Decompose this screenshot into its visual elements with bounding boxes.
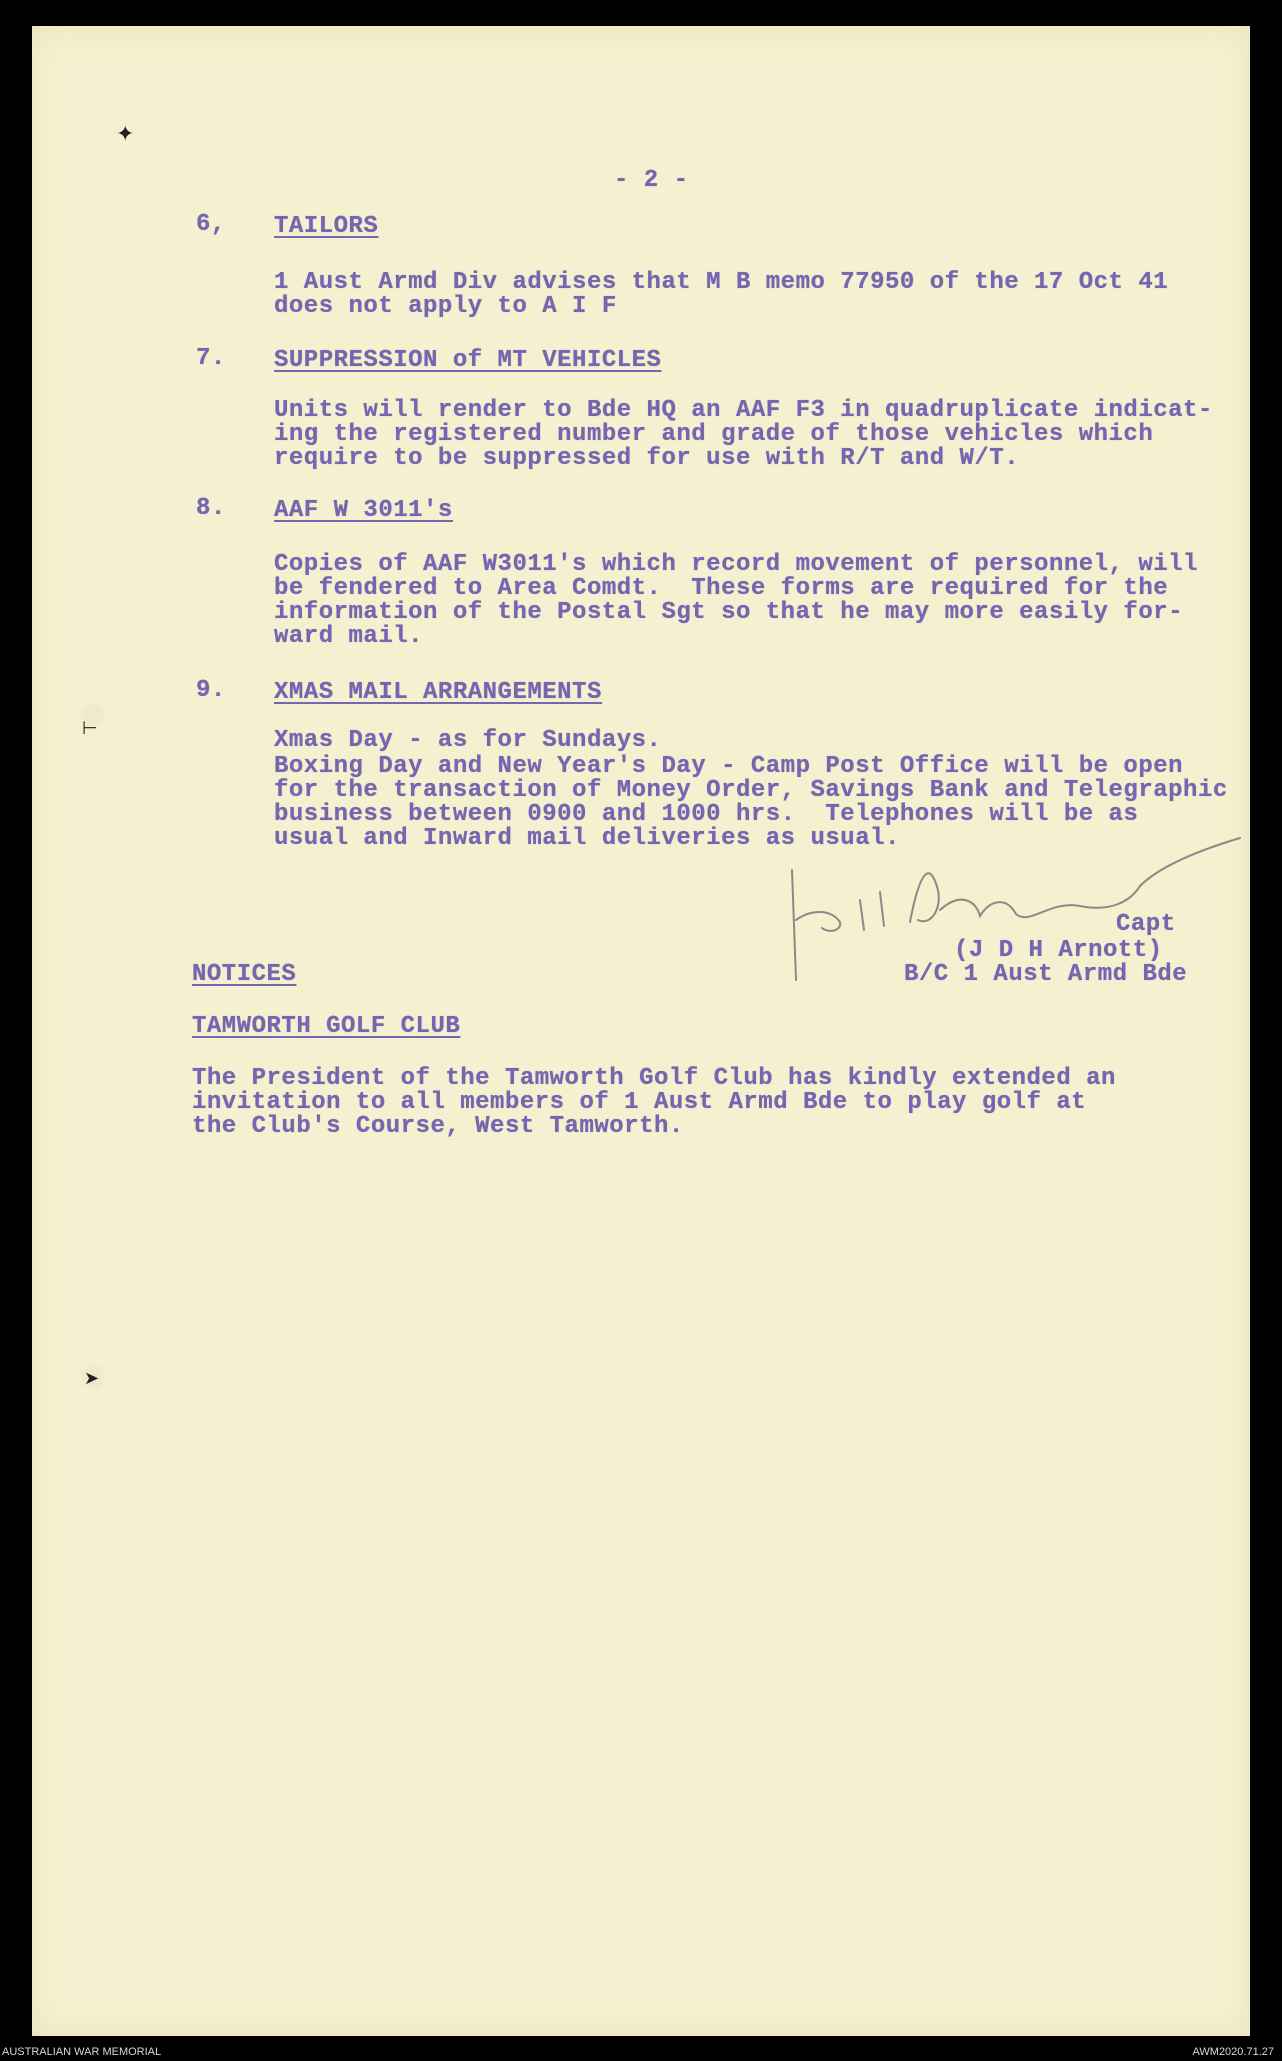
notice-line: The President of the Tamworth Golf Club has kindly extended an xyxy=(192,1065,1116,1092)
section-line: Copies of AAF W3011's which record movement of personnel, will xyxy=(274,551,1198,578)
pin-mark-icon: ✦ xyxy=(116,122,135,147)
notices-heading: NOTICES xyxy=(192,961,297,988)
signatory-position: B/C 1 Aust Armd Bde xyxy=(904,961,1188,988)
section-heading: SUPPRESSION of MT VEHICLES xyxy=(274,347,662,374)
section-line: ward mail. xyxy=(274,623,424,650)
notice-line: invitation to all members of 1 Aust Armd Bde to play golf at xyxy=(192,1089,1087,1116)
section-line: business between 0900 and 1000 hrs. Telephones will be as xyxy=(274,801,1139,828)
pin-mark-icon: ➤ xyxy=(84,1368,100,1389)
section-line: for the transaction of Money Order, Savings Bank and Telegraphic xyxy=(274,777,1228,804)
section-number: 8. xyxy=(196,495,226,522)
section-line: usual and Inward mail deliveries as usual. xyxy=(274,825,900,852)
section-heading: XMAS MAIL ARRANGEMENTS xyxy=(274,679,602,706)
signatory-name: (J D H Arnott) xyxy=(954,937,1163,964)
pin-mark-icon: ⊢ xyxy=(82,718,98,739)
page-number: - 2 - xyxy=(614,167,689,194)
section-number: 9. xyxy=(196,677,226,704)
section-line: Units will render to Bde HQ an AAF F3 in quadruplicate indicat- xyxy=(274,397,1213,424)
section-heading: TAILORS xyxy=(274,213,379,240)
section-line: be fendered to Area Comdt. These forms are required for the xyxy=(274,575,1169,602)
notice-line: the Club's Course, West Tamworth. xyxy=(192,1113,684,1140)
section-line: Boxing Day and New Year's Day - Camp Post Office will be open xyxy=(274,753,1184,780)
section-line: Xmas Day - as for Sundays. xyxy=(274,727,662,754)
notices-subheading: TAMWORTH GOLF CLUB xyxy=(192,1013,461,1040)
archive-credit: AUSTRALIAN WAR MEMORIAL xyxy=(2,2046,162,2058)
section-line: require to be suppressed for use with R/T and W/T. xyxy=(274,445,1020,472)
section-heading: AAF W 3011's xyxy=(274,497,453,524)
section-line: information of the Postal Sgt so that he may more easily for- xyxy=(274,599,1184,626)
archive-reference: AWM2020.71.27 xyxy=(1192,2046,1274,2058)
section-number: 6, xyxy=(196,211,226,238)
section-number: 7. xyxy=(196,345,226,372)
section-line: does not apply to A I F xyxy=(274,293,617,320)
signatory-rank: Capt xyxy=(1116,911,1176,938)
section-line: 1 Aust Armd Div advises that M B memo 77950 of the 17 Oct 41 xyxy=(274,269,1169,296)
section-line: ing the registered number and grade of those vehicles which xyxy=(274,421,1154,448)
